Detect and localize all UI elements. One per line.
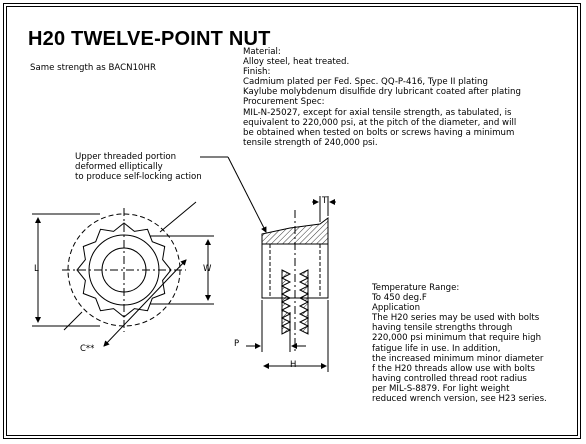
leader-line [228,157,266,232]
note-line: f the H20 threads allow use with bolts [372,363,536,374]
note-line: Application [372,303,421,314]
thread-section-left [282,270,290,334]
spec-line: Kaylube molybdenum disulfide dry lubricant coated after plating [243,87,521,98]
dimension-label-L: L [34,264,39,274]
dimension-label-T: T [322,196,328,206]
note-line: The H20 series may be used with bolts [372,313,540,324]
twelve-point-profile [77,223,171,317]
callout-line: to produce self-locking action [75,172,202,183]
extension-line [64,312,82,330]
drawing-subtitle: Same strength as BACN10HR [30,63,156,73]
note-line: having tensile strengths through [372,323,513,334]
spec-line: MIL-N-25027, except for axial tensile strength, as tabulated, is [243,107,512,118]
note-line: the increased minimum minor diameter [372,353,544,364]
dimension-label-W: W [203,264,212,274]
note-line: Temperature Range: [372,283,460,293]
spec-line: Material: [243,47,281,57]
dimension-line [104,260,186,346]
spec-line: be obtained when tested on bolts or screws having a minimum [243,127,515,138]
thread-section-right [300,270,308,334]
drawing-title: H20 TWELVE-POINT NUT [28,28,271,50]
side-section-view [262,210,328,352]
callout-line: Upper threaded portion [75,152,177,162]
callout-line: deformed elliptically [75,162,163,173]
callout-leader [200,157,266,232]
spec-line: Procurement Spec: [243,97,325,108]
dimension-P [246,300,306,352]
note-line: 220,000 psi minimum that require high [372,333,542,344]
bore-inner-circle [102,248,146,292]
spec-line: Finish: [243,67,271,78]
dimension-label-P: P [234,339,240,349]
note-line: reduced wrench version, see H23 series. [372,394,547,405]
note-line: per MIL-S-8879. For light weight [372,383,510,394]
extension-line [160,202,196,232]
spec-line: tensile strength of 240,000 psi. [243,137,378,148]
spec-line: equivalent to 220,000 psi, at the pitch of the diameter, and will [243,117,517,128]
dimension-label-C: C** [80,344,95,354]
dimension-C [64,202,196,346]
note-line: To 450 deg.F [372,293,427,304]
note-line: having controlled thread root radius [372,373,527,384]
dimension-label-H: H [290,360,297,370]
spec-line: Cadmium plated per Fed. Spec. QQ-P-416, Type II plating [243,77,488,88]
note-line: fatigue life in use. In addition, [372,343,501,354]
spec-line: Alloy steel, heat treated. [243,57,350,68]
